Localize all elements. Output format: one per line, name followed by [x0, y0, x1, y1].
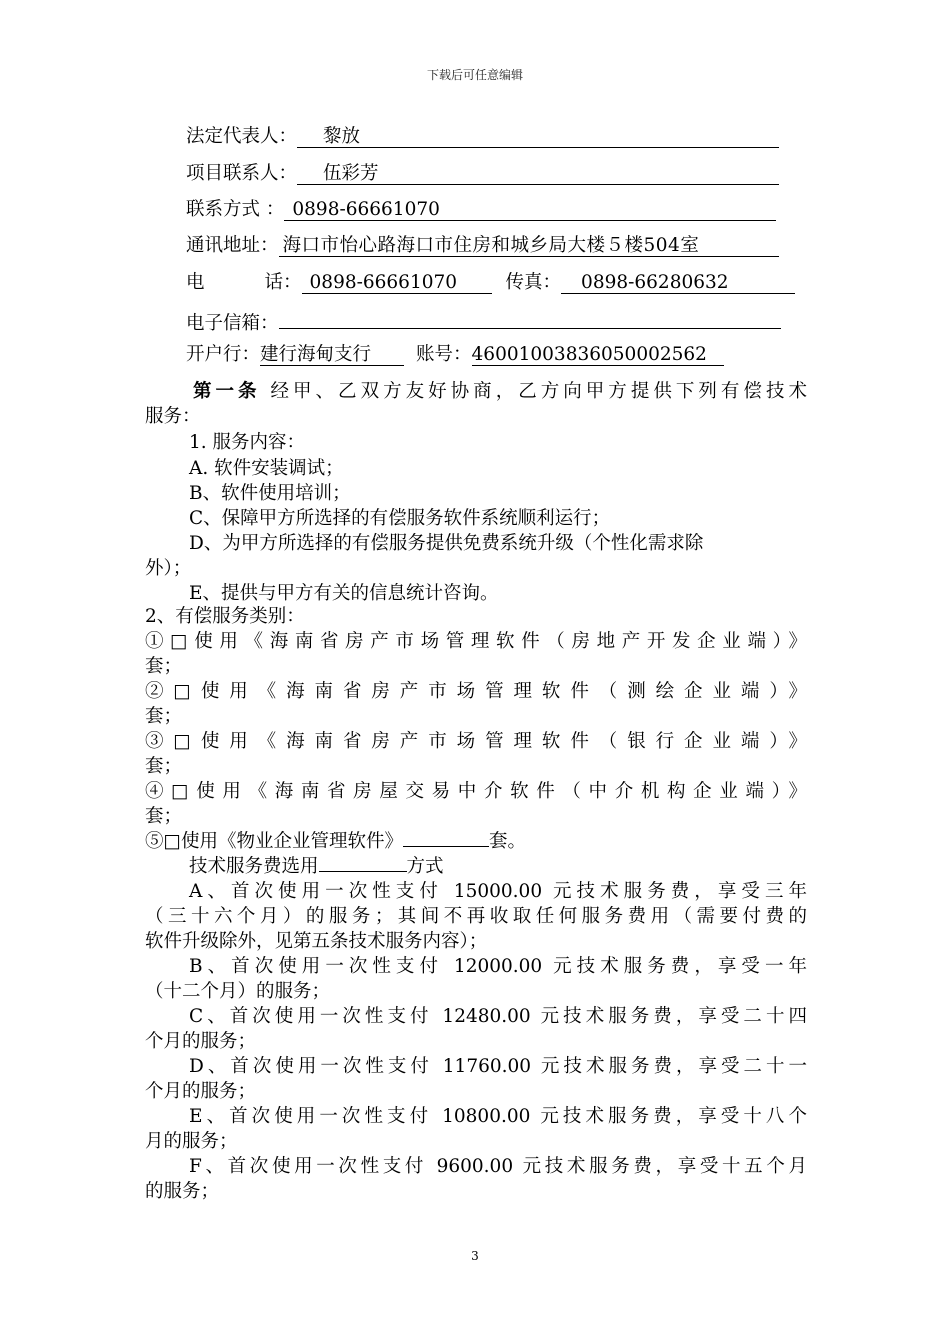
fee-option-a-2: （三十六个月）的服务；其间不再收取任何服务费用（需要付费的	[145, 906, 807, 927]
service-item-a: A. 软件安装调试；	[189, 458, 344, 479]
fee-option-a-3: 软件升级除外，见第五条技术服务内容）；	[145, 931, 488, 952]
service-category-heading: 2、有偿服务类别：	[145, 606, 305, 627]
category-2: ②□使用《海南省房产市场管理软件（测绘企业端）》	[145, 681, 807, 702]
bank-field: 建行海甸支行	[260, 344, 404, 366]
fax-label: 传真：	[505, 272, 562, 293]
fee-selection-blank	[319, 854, 407, 872]
email-label: 电子信箱：	[186, 313, 279, 334]
fee-option-f-1	[145, 1155, 807, 1179]
contact-person-field: 伍彩芳	[297, 163, 779, 185]
fee-option-a-1-text: A、首次使用一次性支付 15000.00 元技术服务费，享受三年	[189, 881, 807, 902]
address-row	[186, 234, 779, 258]
category-5-prefix: ⑤□使用《物业企业管理软件》	[145, 831, 403, 852]
service-item-b: B、软件使用培训；	[189, 483, 351, 504]
service-item-e: E、提供与甲方有关的信息统计咨询。	[189, 583, 499, 604]
service-content-heading: 1. 服务内容：	[189, 432, 306, 453]
fee-option-e-2: 月的服务；	[145, 1131, 238, 1152]
fee-selection-prefix: 技术服务费选用	[189, 856, 319, 877]
fee-option-c-1	[145, 1005, 807, 1029]
fee-option-f-1-text: F、首次使用一次性支付 9600.00 元技术服务费，享受十五个月	[189, 1156, 807, 1177]
category-4: ④□使用《海南省房屋交易中介软件（中介机构企业端）》	[145, 781, 807, 802]
fee-option-e-1-text: E、首次使用一次性支付 10800.00 元技术服务费，享受十八个	[189, 1106, 807, 1127]
category-2-suffix: 套；	[145, 706, 183, 727]
article1-title: 第一条	[189, 381, 261, 402]
phone-label-2: 话：	[264, 272, 302, 293]
service-item-d-2: 外）；	[145, 558, 192, 579]
fee-option-d-2: 个月的服务；	[145, 1081, 257, 1102]
article1-text-1: 经甲、乙双方友好协商，乙方向甲方提供下列有偿技术	[270, 381, 807, 402]
fee-option-a-1	[145, 880, 807, 904]
fee-option-c-2: 个月的服务；	[145, 1031, 257, 1052]
fee-option-d-1	[145, 1055, 807, 1079]
category-1-suffix: 套；	[145, 656, 183, 677]
fee-option-b-1-text: B、首次使用一次性支付 12000.00 元技术服务费，享受一年	[189, 956, 807, 977]
fee-option-e-1	[145, 1105, 807, 1129]
fee-selection-suffix: 方式	[406, 856, 444, 877]
account-field: 46001003836050002562	[472, 344, 724, 366]
category-3: ③□使用《海南省房产市场管理软件（银行企业端）》	[145, 731, 807, 752]
bank-row	[186, 343, 724, 367]
service-item-c: C、保障甲方所选择的有偿服务软件系统顺利运行；	[189, 508, 611, 529]
category-1: ①□使用《海南省房产市场管理软件（房地产开发企业端）》	[145, 631, 807, 652]
email-row	[186, 307, 781, 336]
article1-line-2: 服务：	[145, 406, 201, 427]
contact-method-label: 联系方式 ：	[186, 199, 285, 220]
bank-label: 开户行：	[186, 344, 261, 365]
fax-field: 0898-66280632	[561, 272, 795, 294]
legal-rep-row	[186, 125, 779, 149]
fee-option-b-1	[145, 955, 807, 979]
category-5-blank	[403, 829, 489, 847]
phone-field: 0898-66661070	[302, 272, 492, 294]
contact-method-field: 0898-66661070	[284, 199, 776, 221]
fee-selection	[189, 854, 444, 879]
email-field	[279, 307, 781, 329]
contact-method-row	[186, 198, 776, 222]
address-label: 通讯地址：	[186, 235, 279, 256]
contact-person-label: 项目联系人：	[186, 163, 298, 184]
page-number: 3	[471, 1249, 479, 1263]
contact-person-row	[186, 162, 779, 186]
phone-label-1: 电	[186, 272, 205, 293]
category-4-suffix: 套；	[145, 806, 183, 827]
service-item-d-1: D、为甲方所选择的有偿服务提供免费系统升级（个性化需求除	[189, 533, 704, 554]
page-header-note: 下载后可任意编辑	[426, 68, 523, 82]
account-label: 账号：	[416, 344, 472, 365]
address-field: 海口市怡心路海口市住房和城乡局大楼５楼504室	[279, 235, 779, 257]
fee-option-c-1-text: C、首次使用一次性支付 12480.00 元技术服务费，享受二十四	[189, 1006, 807, 1027]
fee-option-f-2: 的服务；	[145, 1181, 220, 1202]
category-5-suffix: 套。	[488, 831, 526, 852]
category-5	[145, 829, 526, 854]
phone-row	[186, 271, 795, 295]
legal-rep-field: 黎放	[297, 126, 779, 148]
legal-rep-label: 法定代表人：	[186, 126, 298, 147]
fee-option-b-2: （十二个月）的服务；	[145, 981, 331, 1002]
fee-option-d-1-text: D、首次使用一次性支付 11760.00 元技术服务费，享受二十一	[189, 1056, 807, 1077]
article1-line-1	[145, 380, 807, 404]
category-3-suffix: 套；	[145, 756, 183, 777]
